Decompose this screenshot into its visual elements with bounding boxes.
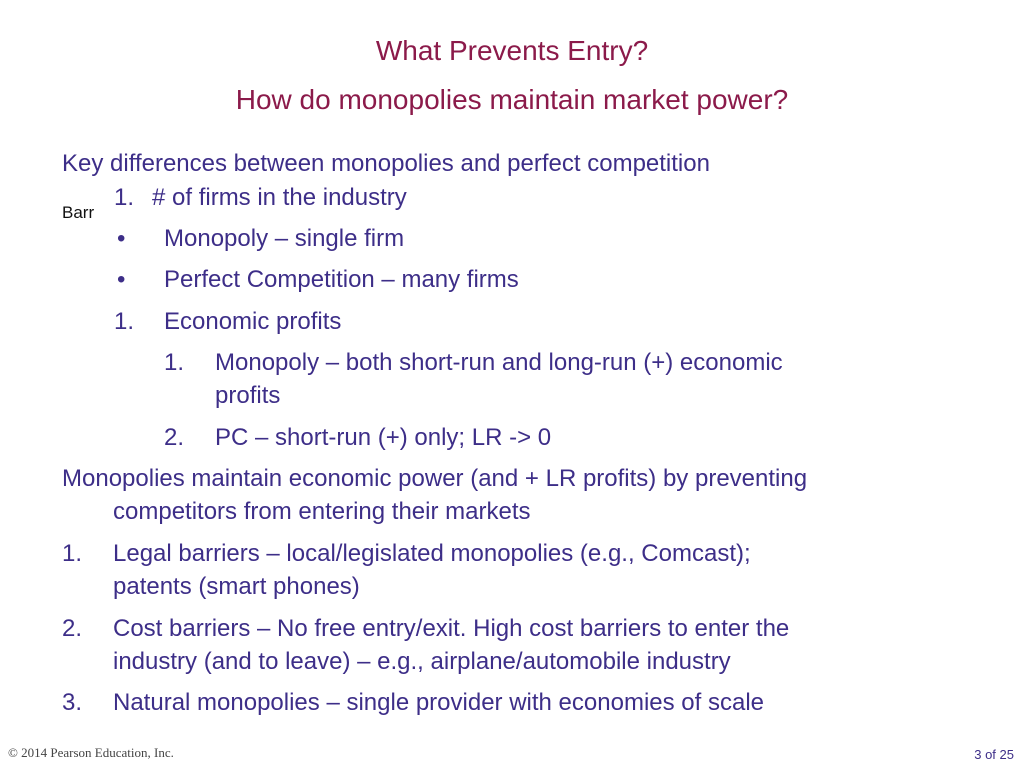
- barrier-2-marker: 2.: [62, 615, 83, 642]
- item-1-marker: 1.: [114, 184, 135, 211]
- subitem-2-marker: 2.: [164, 424, 185, 451]
- item-1-text: # of firms in the industry: [152, 184, 407, 211]
- bullet-1-marker: •: [117, 225, 126, 252]
- statement-line-1: Monopolies maintain economic power (and + LR profits) by preventing: [62, 465, 808, 492]
- item-2-text: Economic profits: [164, 308, 342, 335]
- subitem-1-marker: 1.: [164, 349, 185, 376]
- copyright-text: © 2014 Pearson Education, Inc.: [8, 745, 174, 760]
- bullet-2-marker: •: [117, 266, 126, 293]
- barrier-3-line-1: Natural monopolies – single provider with economies of scale: [113, 689, 764, 716]
- barrier-1-line-2: patents (smart phones): [113, 573, 360, 600]
- item-2-marker: 1.: [114, 308, 135, 335]
- slide-title-line-2: How do monopolies maintain market power?: [235, 84, 789, 115]
- subitem-1-text-line-2: profits: [215, 382, 281, 409]
- statement-line-2: competitors from entering their markets: [113, 498, 531, 525]
- slide-title-line-1: What Prevents Entry?: [375, 35, 649, 66]
- barrier-2-line-1: Cost barriers – No free entry/exit. High cost barriers to enter the: [113, 615, 790, 642]
- bullet-1-text: Monopoly – single firm: [164, 225, 405, 252]
- barrier-1-line-1: Legal barriers – local/legislated monopolies (e.g., Comcast);: [113, 540, 751, 567]
- subitem-2-text: PC – short-run (+) only; LR -> 0: [215, 424, 552, 451]
- intro-text: Key differences between monopolies and perfect competition: [62, 150, 710, 177]
- subitem-1-text-line-1: Monopoly – both short-run and long-run (+) economic: [215, 349, 783, 376]
- barrier-1-marker: 1.: [62, 540, 83, 567]
- barrier-2-line-2: industry (and to leave) – e.g., airplane/automobile industry: [113, 648, 731, 675]
- bullet-2-text: Perfect Competition – many firms: [164, 266, 519, 293]
- page-number: 3 of 25: [974, 747, 1014, 762]
- overlay-label: Barr: [62, 203, 95, 222]
- barrier-3-marker: 3.: [62, 689, 83, 716]
